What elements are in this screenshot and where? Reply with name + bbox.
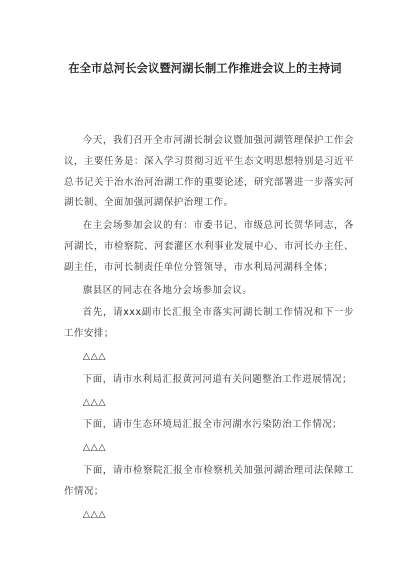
paragraph-opening: 今天，我们召开全市河湖长制会议暨加强河湖管理保护工作会议，主要任务是：深入学习贯彻习近平生态文明思想特别是习近平总书记关于治水治河治湖工作的重要论述，研究部署进一步落实河湖长制、全面加强河湖保护治理工作。 — [64, 135, 354, 209]
placeholder-marker: △△△ — [82, 442, 107, 454]
placeholder-marker: △△△ — [82, 508, 107, 520]
placeholder-marker: △△△ — [82, 350, 107, 362]
paragraph-branch-venues: 旗县区的同志在各地分会场参加会议。 — [82, 284, 253, 296]
document-title: 在全市总河长会议暨河湖长制工作推进会议上的主持词 — [68, 62, 342, 75]
paragraph-first-report: 首先，请xxx副市长汇报全市落实河湖长制工作情况和下一步工作安排； — [64, 307, 354, 340]
paragraph-attendees: 在主会场参加会议的有：市委书记、市级总河长贺华同志，各河湖长，市检察院、河套灌区水利事业发展中心、市河长办主任、副主任，市河长制责任单位分管领导，市水利局河湖科全体； — [64, 220, 354, 273]
paragraph-water-bureau: 下面，请市水利局汇报黄河河道有关问题整治工作进展情况； — [82, 373, 353, 385]
document-body — [64, 131, 354, 525]
paragraph-procuratorate: 下面，请市检察院汇报全市检察机关加强河湖治理司法保障工作情况； — [64, 464, 354, 497]
placeholder-marker: △△△ — [82, 396, 107, 408]
paragraph-environment-bureau: 下面，请市生态环境局汇报全市河湖水污染防治工作情况； — [82, 419, 343, 431]
